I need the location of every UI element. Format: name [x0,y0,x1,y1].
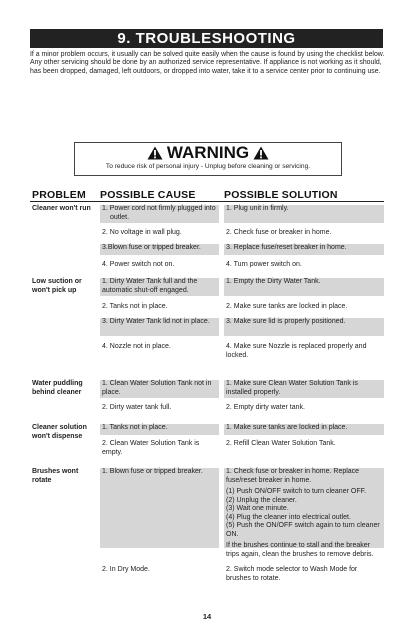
warning-heading [75,144,341,162]
header-cause: POSSIBLE CAUSE [100,189,196,201]
solution-cell: 1. Make sure Clean Water Solution Tank is installed properly. [224,380,384,398]
cause-cell: 1. Clean Water Solution Tank not in place. [100,380,219,398]
cause-cell: 4. Nozzle not in place. [102,343,171,350]
solution-note: If the brushes continue to stall and the breaker trips again, clean the brushes to remove debris. [226,542,374,558]
cause-cell: 4. Power switch not on. [102,261,175,268]
cause-cell: 2. No voltage in wall plug. [102,229,182,236]
page-number: 14 [202,612,212,621]
warning-triangle-icon [147,146,163,160]
cause-cell: 3. Dirty Water Tank lid not in place. [100,318,219,336]
header-solution: POSSIBLE SOLUTION [224,189,338,201]
problem-group-wont-run [30,202,384,278]
warning-box [74,142,342,176]
cause-cell: 1. Tanks not in place. [100,424,219,435]
solution-cell: 3. Replace fuse/reset breaker in home. [224,244,384,255]
solution-cell: 2. Make sure tanks are locked in place. [226,303,348,310]
intro-paragraph-1: If a minor problem occurs, it usually can be solved quite easily when the cause is found by using the checklist below. [30,51,385,58]
cause-cell: 1. Power cord not firmly plugged into outlet. [100,205,219,223]
solution-cell: 2. Refill Clean Water Solution Tank. [226,440,336,447]
problem-group-wont-dispense [30,424,384,468]
solution-cell [224,468,384,558]
intro-paragraph-2: Any other servicing should be done by an authorized service representative. If appliance is not working as it should, has been dropped, damaged, left outdoors, or dropped into water, take it to a service center prior to continuing use. [30,59,382,75]
problem-label: Cleaner won't run [32,205,91,212]
problem-label: Low suction or won't pick up [32,278,82,294]
problem-label: Cleaner solution won't dispense [32,424,87,440]
solution-cell: 1. Empty the Dirty Water Tank. [224,278,384,296]
problem-group-water-puddling [30,380,384,424]
warning-text: To reduce risk of personal injury - Unplug before cleaning or servicing. [105,163,311,170]
troubleshooting-table [30,189,384,608]
solution-cell: 1. Make sure tanks are locked in place. [224,424,384,435]
warning-title: WARNING [166,143,250,162]
solution-cell: 2. Switch mode selector to Wash Mode for brushes to rotate. [226,566,358,582]
cause-cell: 1. Blown fuse or tripped breaker. [100,468,219,548]
solution-text: 1. Check fuse or breaker in home. Replace fuse/reset breaker in home. [226,468,360,484]
header-problem: PROBLEM [32,189,86,201]
section-title: 9. TROUBLESHOOTING [30,29,383,48]
cause-cell: 2. Clean Water Solution Tank is empty. [102,440,200,456]
solution-cell: 1. Plug unit in firmly. [224,205,384,223]
problem-label: Brushes wont rotate [32,468,79,484]
table-header [30,189,384,202]
cause-cell: 2. Tanks not in place. [102,303,168,310]
solution-cell: 3. Make sure lid is properly positioned. [224,318,384,336]
warning-triangle-icon [253,146,269,160]
cause-cell: 2. Dirty water tank full. [102,404,172,411]
problem-group-brushes [30,468,384,608]
solution-cell: 4. Make sure Nozzle is replaced properly and locked. [226,343,367,359]
cause-cell: 2. In Dry Mode. [102,566,150,573]
cause-cell: 3.Blown fuse or tripped breaker. [100,244,219,255]
intro-text [30,51,385,76]
solution-cell: 2. Check fuse or breaker in home. [226,229,332,236]
problem-label: Water puddling behind cleaner [32,380,83,396]
problem-group-low-suction [30,278,384,380]
solution-steps: (1) Push ON/OFF switch to turn cleaner OFF. (2) Unplug the cleaner. (3) Wait one minute. (4) Plug the cleaner into electrical outlet. (5) Push the ON/OFF switch again to turn cleaner ON. [226,488,380,538]
cause-cell: 1. Dirty Water Tank full and the automatic shut-off engaged. [100,278,219,296]
solution-cell: 2. Empty dirty water tank. [226,404,305,411]
solution-cell: 4. Turn power switch on. [226,261,302,268]
